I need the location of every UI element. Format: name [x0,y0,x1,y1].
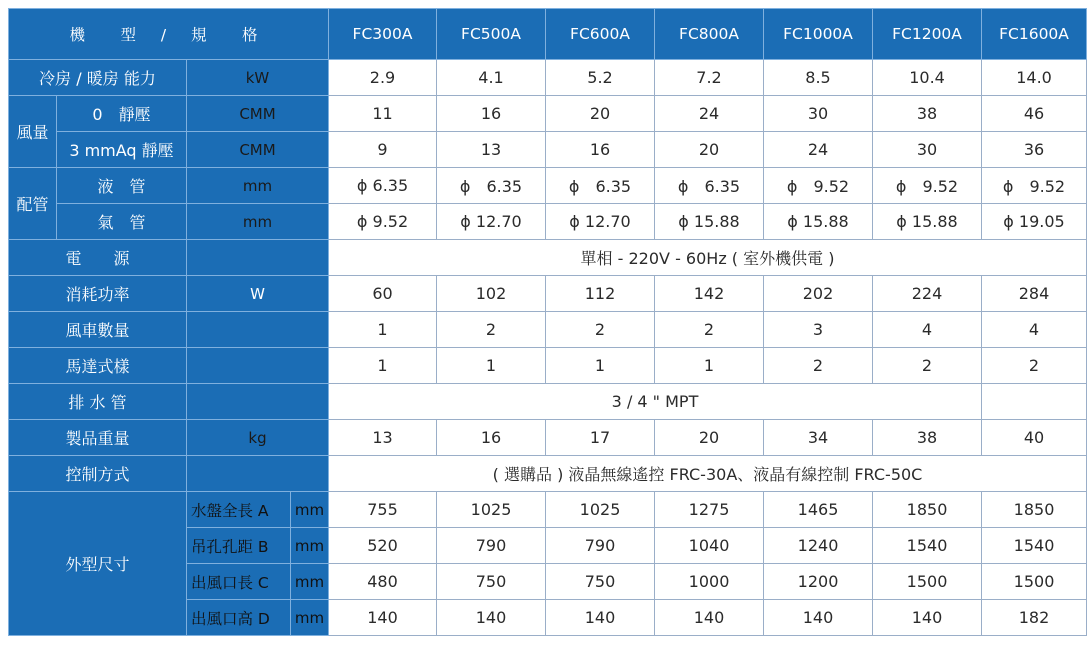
table-cell: 3 [764,312,873,348]
table-cell: 9 [329,132,437,168]
fan-count-row [9,312,1087,348]
spec-table [8,8,1087,636]
table-cell: 14.0 [982,60,1087,96]
drain-label: 排 水 管 [9,384,187,420]
table-cell: 13 [329,420,437,456]
table-cell: 36 [982,132,1087,168]
airflow-static0-label: 0 靜壓 [57,96,187,132]
table-cell: 60 [329,276,437,312]
table-cell: 755 [329,492,437,528]
table-cell: 142 [655,276,764,312]
table-cell: 1540 [982,528,1087,564]
table-cell: 520 [329,528,437,564]
piping-liquid-row [9,168,1087,204]
table-cell: 1 [329,312,437,348]
header-row [9,9,1087,60]
table-cell: 7.2 [655,60,764,96]
model-header: FC600A [546,9,655,60]
table-cell: 480 [329,564,437,600]
control-unit [187,456,329,492]
table-cell: 1500 [982,564,1087,600]
power-supply-row [9,240,1087,276]
table-cell: 1850 [982,492,1087,528]
table-cell: 140 [546,600,655,636]
table-cell: ϕ 19.05 [982,204,1087,240]
dimension-unit: mm [291,600,329,636]
drain-blank-cell [982,384,1087,420]
table-cell: ϕ 12.70 [546,204,655,240]
airflow-static0-row [9,96,1087,132]
dimension-unit: mm [291,528,329,564]
table-cell: ϕ 9.52 [982,168,1087,204]
piping-gas-label: 氣 管 [57,204,187,240]
drain-row [9,384,1087,420]
piping-gas-row [9,204,1087,240]
table-cell: 140 [437,600,546,636]
capacity-unit: kW [187,60,329,96]
table-cell: 4.1 [437,60,546,96]
table-cell: 750 [546,564,655,600]
table-cell: ϕ 15.88 [655,204,764,240]
table-cell: 38 [873,420,982,456]
table-cell: 140 [764,600,873,636]
table-cell: 17 [546,420,655,456]
table-cell: 790 [437,528,546,564]
table-cell: 1850 [873,492,982,528]
table-cell: 2 [437,312,546,348]
power-supply-value: 單相 - 220V - 60Hz ( 室外機供電 ) [329,240,1087,276]
motor-type-label: 馬達式樣 [9,348,187,384]
control-label: 控制方式 [9,456,187,492]
table-cell: 40 [982,420,1087,456]
table-cell: 38 [873,96,982,132]
weight-label: 製品重量 [9,420,187,456]
table-cell: 46 [982,96,1087,132]
table-cell: 34 [764,420,873,456]
table-cell: 1 [546,348,655,384]
dimension-label: 出風口高 D [187,600,291,636]
capacity-label: 冷房 / 暖房 能力 [9,60,187,96]
table-cell: ϕ 9.52 [329,204,437,240]
title-text: 機 型 / 規 格 [69,26,268,44]
table-cell: 2 [873,348,982,384]
table-cell: 1465 [764,492,873,528]
drain-value: 3 / 4 " MPT [329,384,982,420]
dimensions-group-label: 外型尺寸 [9,492,187,636]
table-cell: 24 [655,96,764,132]
table-cell: 140 [329,600,437,636]
table-cell: 30 [764,96,873,132]
table-cell: ϕ 12.70 [437,204,546,240]
airflow-static3-label: 3 mmAq 靜壓 [57,132,187,168]
power-consumption-unit: W [187,276,329,312]
table-cell: ϕ 6.35 [546,168,655,204]
power-consumption-label: 消耗功率 [9,276,187,312]
table-cell: 20 [655,132,764,168]
table-cell: 224 [873,276,982,312]
table-cell: 24 [764,132,873,168]
table-cell: 1 [437,348,546,384]
power-supply-label: 電 源 [9,240,187,276]
piping-gas-unit: mm [187,204,329,240]
table-cell: 20 [655,420,764,456]
table-cell: 11 [329,96,437,132]
model-spec-title [9,9,329,60]
table-cell: ϕ 15.88 [764,204,873,240]
dimension-unit: mm [291,564,329,600]
table-cell: 1240 [764,528,873,564]
drain-unit [187,384,329,420]
control-row [9,456,1087,492]
table-cell: 140 [655,600,764,636]
table-cell: 140 [873,600,982,636]
table-cell: 4 [873,312,982,348]
table-cell: 5.2 [546,60,655,96]
dimension-unit: mm [291,492,329,528]
table-cell: 102 [437,276,546,312]
airflow-static3-unit: CMM [187,132,329,168]
table-cell: ϕ 9.52 [873,168,982,204]
dimension-label: 出風口長 C [187,564,291,600]
table-cell: 10.4 [873,60,982,96]
table-cell: 2.9 [329,60,437,96]
table-cell: 202 [764,276,873,312]
power-consumption-row [9,276,1087,312]
table-cell: 30 [873,132,982,168]
table-cell: 1275 [655,492,764,528]
power-supply-unit [187,240,329,276]
table-cell: 16 [437,420,546,456]
table-cell: 1040 [655,528,764,564]
model-header: FC1200A [873,9,982,60]
dimension-label: 水盤全長 A [187,492,291,528]
model-header: FC1000A [764,9,873,60]
motor-type-unit [187,348,329,384]
model-header: FC500A [437,9,546,60]
table-cell: 16 [437,96,546,132]
piping-group-label: 配管 [9,168,57,240]
table-cell: 1540 [873,528,982,564]
table-cell: ϕ 6.35 [437,168,546,204]
piping-liquid-label: 液 管 [57,168,187,204]
table-cell: ϕ 15.88 [873,204,982,240]
control-value: ( 選購品 ) 液晶無線遙控 FRC-30A、液晶有線控制 FRC-50C [329,456,1087,492]
table-cell: 20 [546,96,655,132]
piping-liquid-unit: mm [187,168,329,204]
capacity-row [9,60,1087,96]
table-cell: 4 [982,312,1087,348]
fan-count-unit [187,312,329,348]
table-cell: 2 [655,312,764,348]
weight-unit: kg [187,420,329,456]
motor-type-row [9,348,1087,384]
fan-count-label: 風車數量 [9,312,187,348]
table-cell: 1200 [764,564,873,600]
model-header: FC300A [329,9,437,60]
table-cell: 750 [437,564,546,600]
table-cell: 790 [546,528,655,564]
table-cell: 2 [982,348,1087,384]
table-cell: 112 [546,276,655,312]
table-cell: 8.5 [764,60,873,96]
table-cell: 1025 [546,492,655,528]
dimension-a-row [9,492,1087,528]
model-header: FC1600A [982,9,1087,60]
table-cell: 182 [982,600,1087,636]
table-cell: ϕ 9.52 [764,168,873,204]
table-cell: 16 [546,132,655,168]
table-cell: 2 [764,348,873,384]
table-cell: 1500 [873,564,982,600]
table-cell: 1025 [437,492,546,528]
table-cell: 13 [437,132,546,168]
table-cell: 1 [655,348,764,384]
model-header: FC800A [655,9,764,60]
airflow-static0-unit: CMM [187,96,329,132]
table-cell: 284 [982,276,1087,312]
table-cell: ϕ 6.35 [329,168,437,204]
weight-row [9,420,1087,456]
airflow-static3-row [9,132,1087,168]
table-cell: ϕ 6.35 [655,168,764,204]
table-cell: 1 [329,348,437,384]
dimension-label: 吊孔孔距 B [187,528,291,564]
airflow-group-label: 風量 [9,96,57,168]
table-cell: 1000 [655,564,764,600]
table-cell: 2 [546,312,655,348]
